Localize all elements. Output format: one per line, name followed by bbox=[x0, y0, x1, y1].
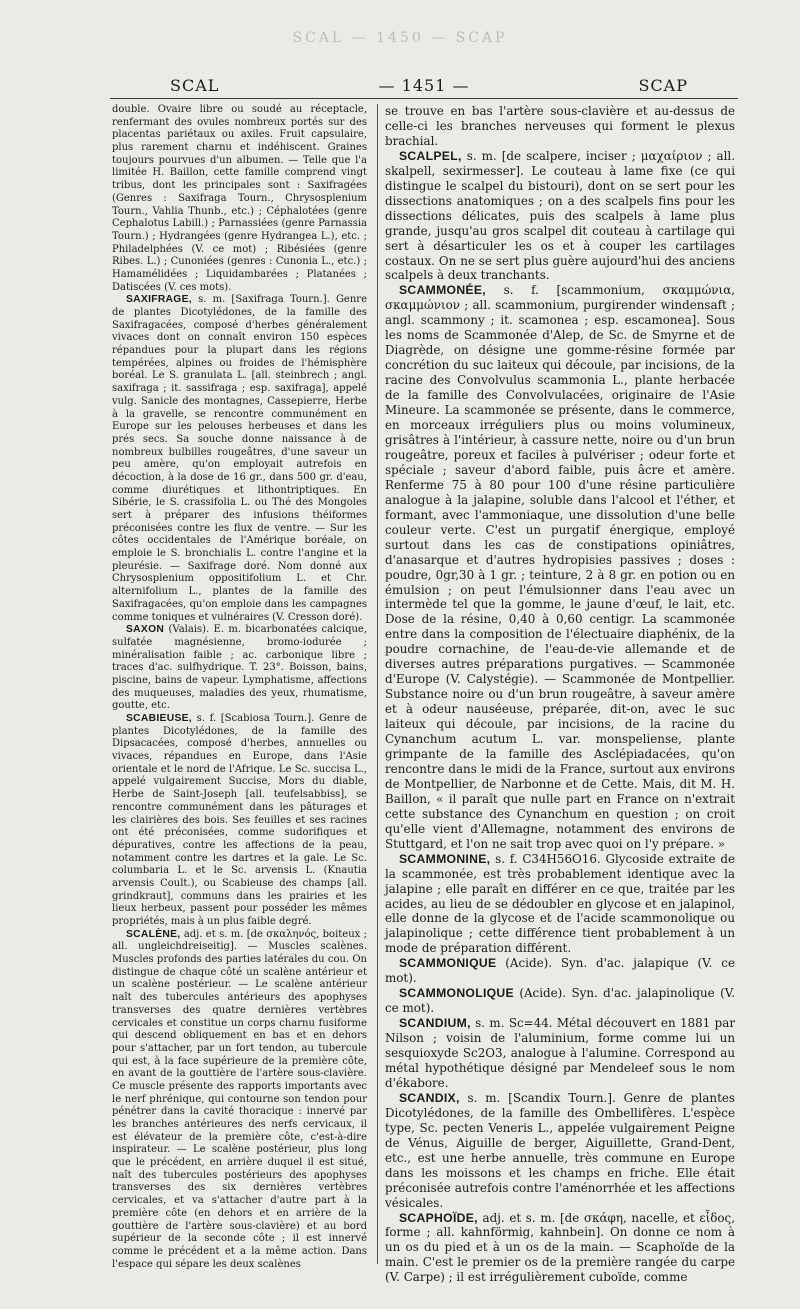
column-divider bbox=[377, 104, 378, 1264]
entry-scabieuse: SCABIEUSE, s. f. [Scabiosa Tourn.]. Genre de plantes Dicotylédones, de la famille des Dipsacacées, composé d'herbes, annuelles ou vivaces, répandues en Europe, dans l'Asie orientale et le nord de l'Afrique. Le Sc. succisa L., appelé vulgairement Succise, Mors du diable, Herbe de Saint-Joseph [all. teufelsabbiss], se rencontre communément dans les pâturages et les clairières des bois. Ses feuilles et ses racines ont été préconisées, comme sudorifiques et dépuratives, contre les affections de la peau, notamment contre les dartres et la gale. Le Sc. columbaria L. et le Sc. arvensis L. (Knautia arvensis Coult.), ou Scabieuse des champs [all. grindkraut], communs dans les prairies et les lieux herbeux, passent pour posséder les mêmes propriétés, mais à un plus faible degré. bbox=[112, 713, 367, 927]
entry-saxifrage: SAXIFRAGE, s. m. [Saxifraga Tourn.]. Genre de plantes Dicotylédones, de la famille des Saxifragacées, composé d'herbes généralement vivaces dont on connaît environ 150 espèces répandues pour la plupart dans les régions tempérées, alpines ou froides de l'hémisphère boréal. Le S. granulata L. [all. steinbrech ; angl. saxifraga ; it. sassifraga ; esp. saxifraga], appelé vulg. Sanicle des montagnes, Cassepierre, Herbe à la gravelle, se rencontre communément en Europe sur les pelouses herbeuses et dans les prés secs. Sa souche donne naissance à de nombreux bulbilles rougeâtres, d'une saveur un peu amère, qu'on employait autrefois en décoction, à la dose de 16 gr., dans 500 gr. d'eau, comme diurétiques et lithontriptiques. En Sibérie, le S. crassifolia L. ou Thé des Mongoles sert à préparer des infusions théiformes préconisées contre les flux de ventre. — Sur les côtes occidentales de l'Amérique boréale, on emploie le S. bronchialis L. contre l'angine et la pleurésie. — Saxifrage doré. Nom donné aux Chrysosplenium oppositifolium L. et Chr. alternifolium L., plantes de la famille des Saxifragacées, qu'on emploie dans les campagnes comme toniques et vulnéraires (V. Cresson doré). bbox=[112, 294, 367, 623]
entry-scandium: SCANDIUM, s. m. Sc=44. Métal découvert en 1881 par Nilson ; voisin de l'aluminium, forme comme lui un sesquioxyde Sc2O3, analogue à l'alumine. Correspond au métal hypothétique désigné par Mendeleef sous le nom d'ékabore. bbox=[385, 1016, 736, 1090]
entry-continuation: double. Ovaire libre ou soudé au réceptacle, renfermant des ovules nombreux portés sur des placentas pariétaux ou axiles. Fruit capsulaire, plus rarement charnu et indéhiscent. Graines toujours pourvues d'un albumen. — Telle que l'a limitée H. Baillon, cette famille comprend vingt tribus, dont les principales sont : Saxifragées (Genres : Saxifraga Tourn., Chrysosplenium Tourn., Vahlia Thunb., etc.) ; Céphalotées (genre Cephalotus Labill.) ; Parnassiées (genre Parnassia Tourn.) ; Hydrangées (genre Hydrangea L.), etc. ; Philadelphées (V. ce mot) ; Ribésiées (genre Ribes. L.) ; Cunoniées (genres : Cunonia L., etc.) ; Hamamélidées ; Liquidambarées ; Platanées ; Datiscées (V. ces mots). bbox=[112, 104, 367, 293]
header-rule bbox=[110, 98, 738, 99]
entry-scalpel: SCALPEL, s. m. [de scalpere, inciser ; μαχαίριον ; all. skalpell, sexirmesser]. Le couteau à lame fixe (ce qui distingue le scalpel du bistouri), dont on se sert pour les dissections anatomiques ; on a des scalpels fins pour les dissections délicates, puis des scalpels à lame plus grande, jusqu'au gros scalpel dit couteau à cartilage qui sert à désarticuler les os et à couper les cartilages costaux. On ne se sert plus guère aujourd'hui des anciens scalpels à deux tranchants. bbox=[385, 148, 735, 283]
entry-scammonique: SCAMMONIQUE (Acide). Syn. d'ac. jalapique (V. ce mot). bbox=[385, 956, 736, 986]
bleed-through-header: SCAL — 1450 — SCAP bbox=[292, 30, 508, 46]
page-number: — 1451 — bbox=[378, 76, 470, 95]
entry-scalene: SCALÈNE, adj. et s. m. [de σκαληνός, boiteux ; all. ungleichdreiseitig]. — Muscles scalènes. Muscles profonds des parties latérales du cou. On distingue de chaque côté un scalène antérieur et un scalène postérieur. — Le scalène antérieur naît des tubercules antérieurs des apophyses transverses des quatre dernières vertèbres cervicales et constitue un corps charnu fusiforme qui descend obliquement en bas et en dehors pour s'attacher, par un fort tendon, au tubercule qui est, à la face supérieure de la première côte, en avant de la gouttière de l'artère sous-clavière. Ce muscle présente des rapports importants avec le nerf phrénique, qui contourne son tendon pour pénétrer dans la cavité thoracique : innervé par les branches antérieures des nerfs cervicaux, il est élévateur de la première côte, c'est-à-dire inspirateur. — Le scalène postérieur, plus long que le précédent, en arrière duquel il est situé, naît des tubercules postérieurs des apophyses transverses des six dernières vertèbres cervicales, et va s'attacher d'autre part à la première côte (en dehors et en arrière de la gouttière de l'artère sous-clavière) et au bord supérieur de la seconde côte ; il est innervé comme le précédent et a la même action. Dans l'espace qui sépare les deux scalènes bbox=[112, 928, 367, 1270]
headword: SAXIFRAGE, bbox=[126, 294, 192, 306]
headword: SCALÈNE, bbox=[126, 928, 181, 940]
entry-saxon: SAXON (Valais). E. m. bicarbonatées calcique, sulfatée magnésienne, bromo-iodurée ; minéralisation faible ; ac. carbonique libre ; traces d'ac. sulfhydrique. T. 23°. Boisson, bains, piscine, bains de vapeur. Lymphatisme, affections des muqueuses, maladies des yeux, rhumatisme, goutte, etc. bbox=[112, 624, 368, 712]
entry-scandix: SCANDIX, s. m. [Scandix Tourn.]. Genre de plantes Dicotylédones, de la famille des Ombellifères. L'espèce type, Sc. pecten Veneris L., appelée vulgairement Peigne de Vénus, Aiguille de berger, Aiguillette, Grand-Dent, etc., est une herbe annuelle, très commune en Europe dans les moissons et les champs en friche. Elle était préconisée autrefois contre l'aménorrhée et les affections vésicales. bbox=[385, 1090, 735, 1210]
header-right-guide-word: SCAP bbox=[638, 76, 688, 95]
headword: SCABIEUSE, bbox=[126, 713, 192, 724]
right-column bbox=[385, 104, 735, 1285]
headword: SCALPEL, bbox=[399, 148, 462, 163]
headword: SCAMMONIQUE bbox=[399, 956, 497, 971]
headword: SAXON bbox=[126, 624, 165, 636]
headword: SCAPHOÏDE, bbox=[399, 1210, 478, 1225]
entry-continuation: se trouve en bas l'artère sous-clavière et au-dessus de celle-ci les branches nerveuses qui forment le plexus brachial. bbox=[385, 104, 735, 148]
entry-scaphoide: SCAPHOÏDE, adj. et s. m. [de σκάφη, nacelle, et εἶδος, forme ; all. kahnförmig, kahnbein]. On donne ce nom à un os du pied et à un os de la main. — Scaphoïde de la main. C'est le premier os de la première rangée du carpe (V. Carpe) ; il est irrégulièrement cuboïde, comme bbox=[385, 1210, 735, 1285]
running-header bbox=[108, 76, 740, 96]
headword: SCANDIUM, bbox=[399, 1016, 471, 1031]
headword: SCANDIX, bbox=[399, 1090, 460, 1105]
entry-scammonee: SCAMMONÉE, s. f. [scammonium, σκαμμώνια, σκαμμώνιον ; all. scammonium, purgirender windensaft ; angl. scammony ; it. scamonea ; esp. escamonea]. Sous les noms de Scammonée d'Alep, de Sc. de Smyrne et de Diagrède, on désigne une gomme-résine formée par concrétion du suc laiteux qui découle, par incisions, de la racine des Convolvulus scammonia L., plante herbacée de la famille des Convolvulacées, originaire de l'Asie Mineure. La scammonée se présente, dans le commerce, en morceaux irréguliers plus ou moins volumineux, grisâtres à l'intérieur, à cassure nette, noire ou d'un brun rougeâtre, poreux et faciles à pulvériser ; odeur forte et spéciale ; saveur d'abord faible, puis âcre et amère. Renferme 75 à 80 pour 100 d'une résine particulière analogue à la jalapine, soluble dans l'alcool et l'éther, et formant, avec l'ammoniaque, une dissolution d'une belle couleur verte. C'est un purgatif énergique, employé surtout dans les cas de constipations opiniâtres, d'anasarque et d'autres hydropisies passives ; doses : poudre, 0gr,30 à 1 gr. ; teinture, 2 à 8 gr. en potion ou en émulsion ; on peut l'émulsionner dans l'eau avec un intermède tel que la gomme, le jaune d'œuf, le lait, etc. Dose de la résine, 0,40 à 0,60 centigr. La scammonée entre dans la composition de l'électuaire diaphénix, de la poudre cornachine, de l'eau-de-vie allemande et de diverses autres préparations purgatives. — Scammonée d'Europe (V. Calystégie). — Scammonée de Montpellier. Substance noire ou d'un brun rougeâtre, à saveur amère et à odeur nauséeuse, préparée, dit-on, avec le suc laiteux qui découle, par incisions, de la racine du Cynanchum acutum L. var. monspeliense, plante grimpante de la famille des Asclépiadacées, qu'on rencontre dans le midi de la France, surtout aux environs de Montpellier, de Narbonne et de Cette. Mais, dit M. H. Baillon, « il paraît que nulle part en France on n'extrait cette substance des Cynanchum en question ; on croit qu'elle vient d'Allemagne, notamment des environs de Stuttgard, et l'on ne sait trop avec quoi on l'y prépare. » bbox=[385, 283, 736, 851]
headword: SCAMMONÉE, bbox=[399, 283, 486, 298]
header-left-guide-word: SCAL bbox=[170, 76, 220, 95]
entry-scammonine: SCAMMONINE, s. f. C34H56O16. Glycoside extraite de la scammonée, est très probablement identique avec la jalapine ; elle paraît en différer en ce que, traitée par les acides, au lieu de se dédoubler en glycose et en jalapinol, elle donne de la glycose et de l'acide scammonolique ou jalapinolique ; cette différence tient probablement à un mode de préparation différent. bbox=[385, 851, 736, 956]
left-column bbox=[112, 104, 367, 1271]
headword: SCAMMONOLIQUE bbox=[399, 986, 514, 1001]
headword: SCAMMONINE, bbox=[399, 851, 491, 866]
entry-scammonolique: SCAMMONOLIQUE (Acide). Syn. d'ac. jalapinolique (V. ce mot). bbox=[385, 986, 735, 1016]
